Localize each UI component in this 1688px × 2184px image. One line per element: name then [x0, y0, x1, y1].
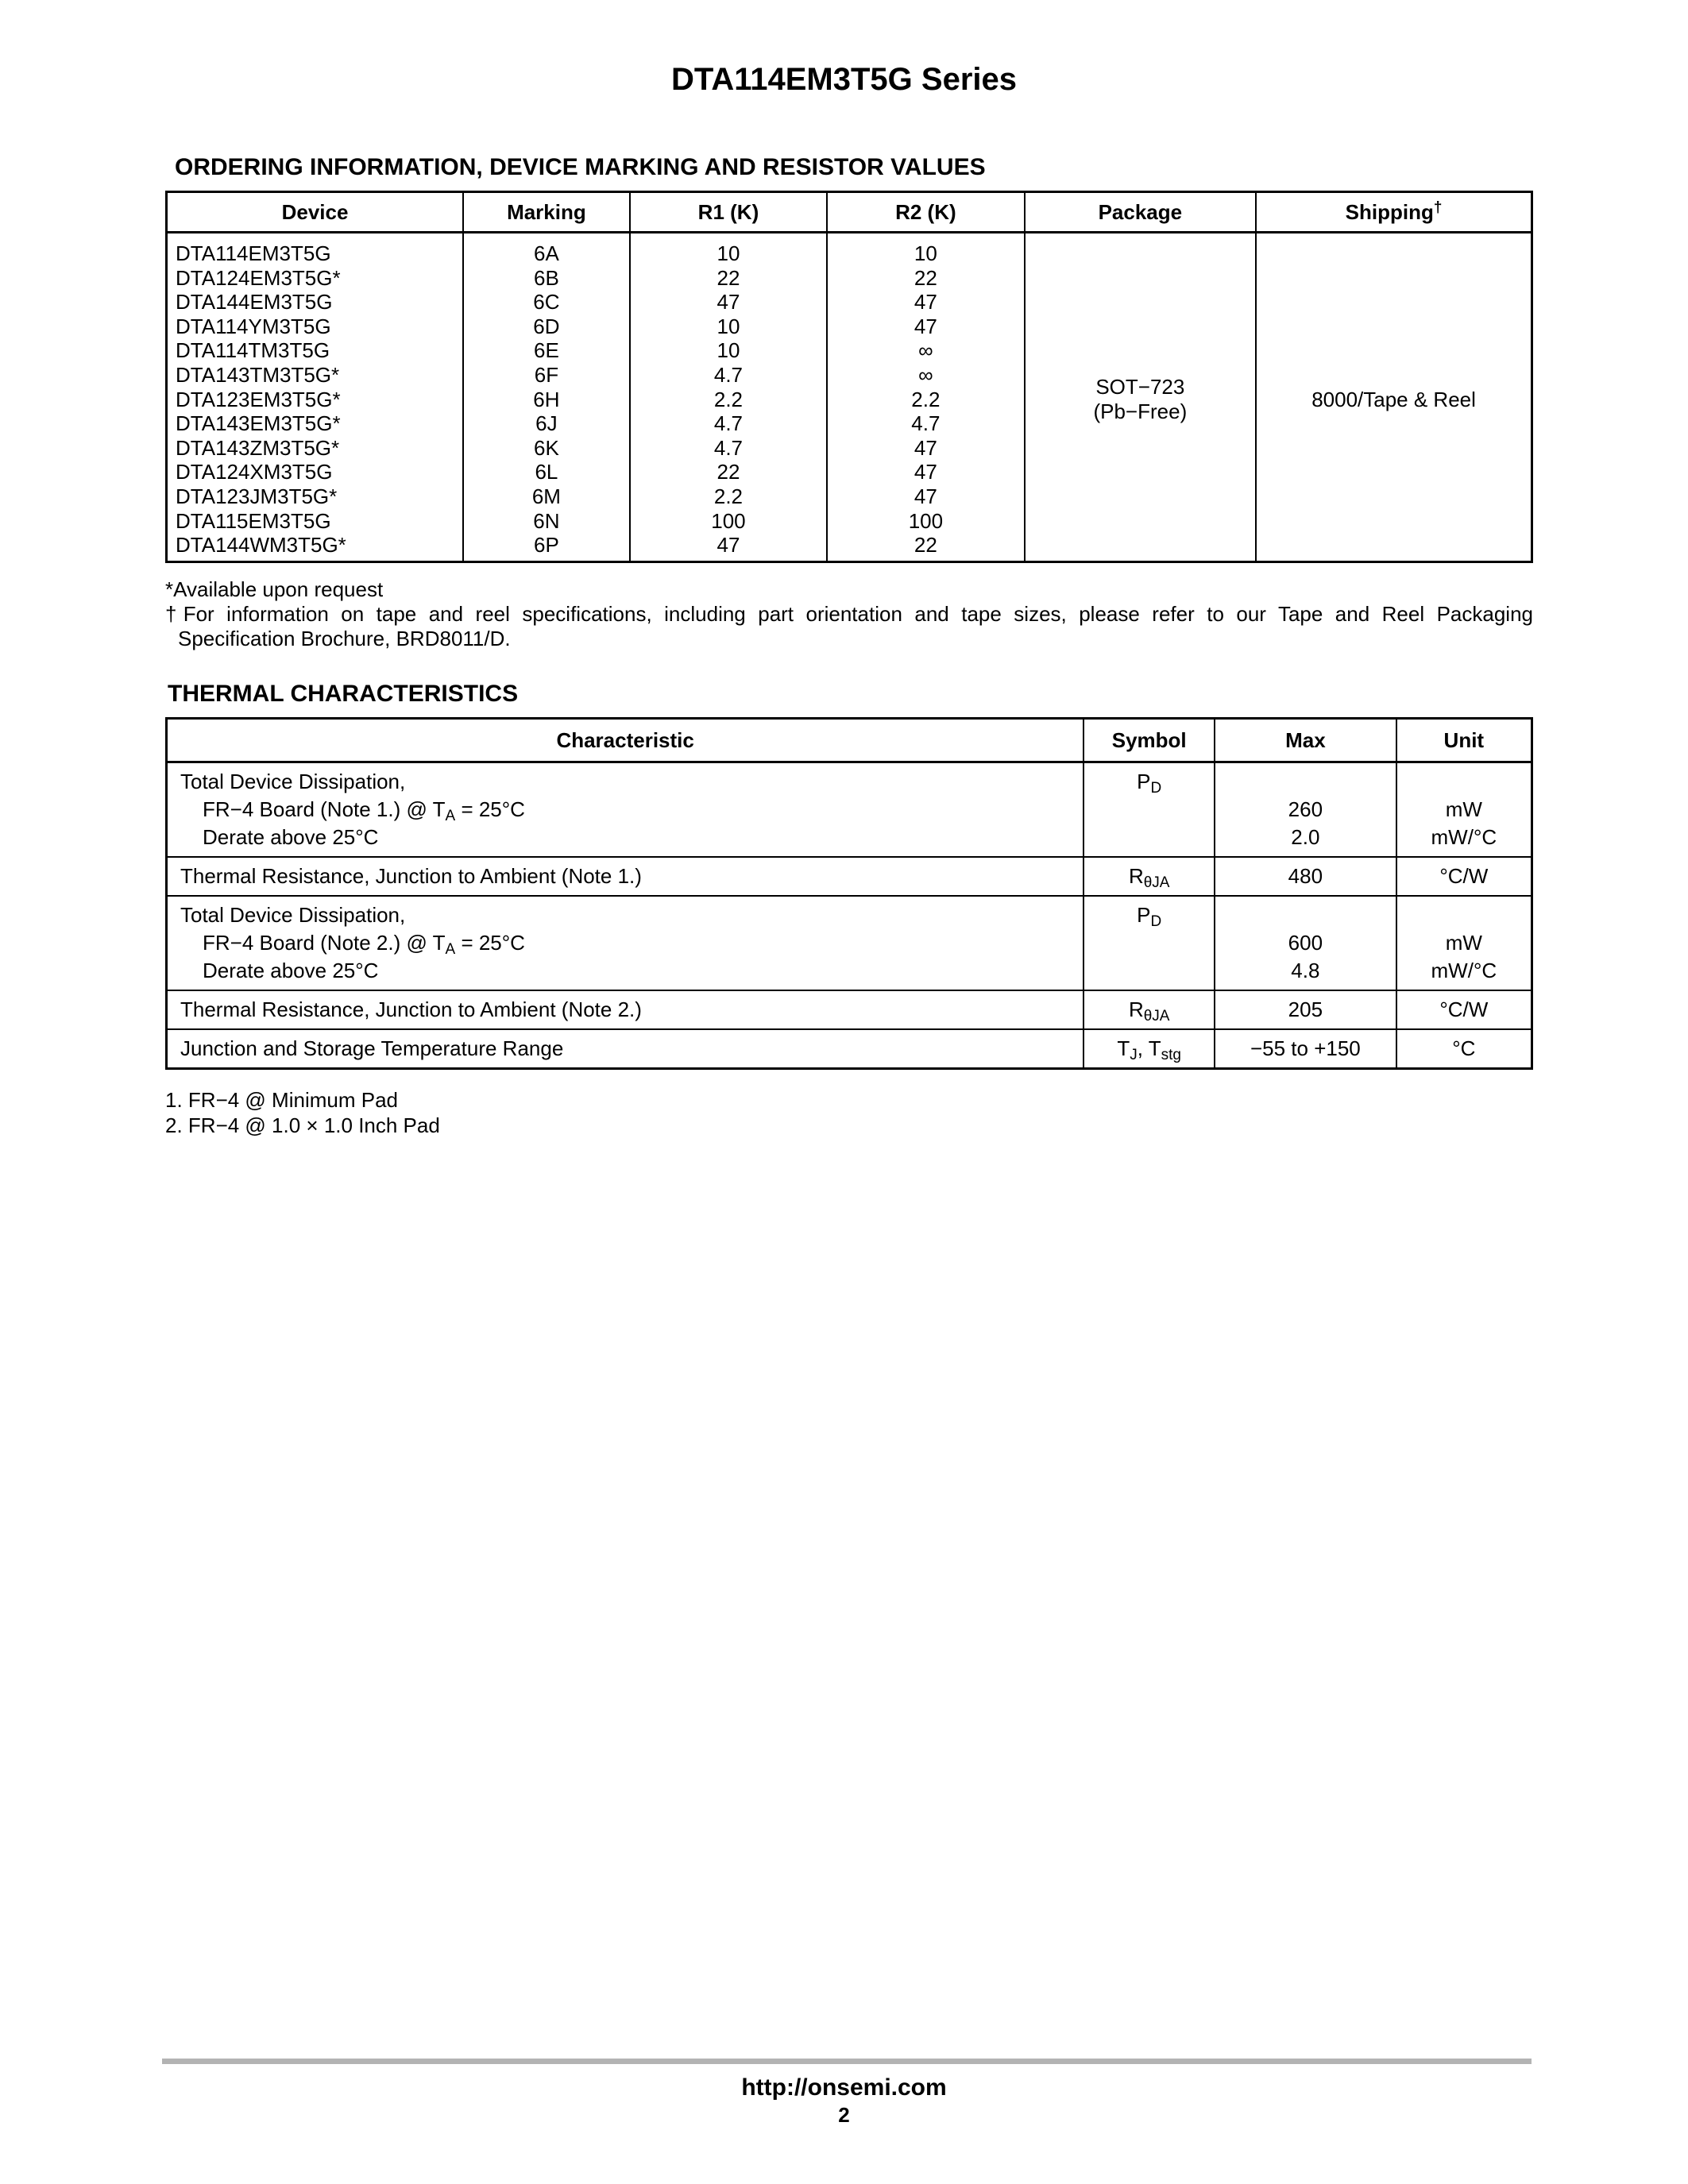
r1-value: 10: [717, 338, 740, 363]
max-value-2: 4.8: [1291, 959, 1320, 982]
r1-value: 2.2: [713, 387, 744, 411]
device-value: DTA144WM3T5G*: [176, 533, 346, 558]
characteristic-cell: Thermal Resistance, Junction to Ambient (Note 2.): [167, 990, 1084, 1029]
symbol-subscript: θJA: [1143, 1008, 1170, 1024]
footnote-available: *Available upon request: [165, 577, 384, 601]
unit-cell: °C: [1396, 1029, 1532, 1069]
characteristic-cell: Junction and Storage Temperature Range: [167, 1029, 1084, 1069]
device-value: DTA114EM3T5G: [176, 241, 331, 265]
unit-value-1: mW: [1445, 931, 1482, 955]
device-value: DTA124XM3T5G: [176, 460, 333, 484]
device-value: DTA144EM3T5G: [176, 290, 333, 314]
header-unit: Unit: [1396, 719, 1532, 762]
marking-value: 6A: [534, 241, 559, 265]
marking-value: 6L: [535, 460, 558, 484]
thermal-note-2: 2. FR−4 @ 1.0 × 1.0 Inch Pad: [165, 1113, 440, 1137]
footnote-tape-reel-cont: Specification Brochure, BRD8011/D.: [178, 627, 511, 650]
header-shipping: [1256, 192, 1532, 233]
r2-value: 22: [914, 265, 937, 290]
max-cell: 205: [1215, 990, 1396, 1029]
thermal-note-1: 1. FR−4 @ Minimum Pad: [165, 1088, 398, 1112]
device-column: [167, 233, 464, 562]
r1-value: 4.7: [713, 411, 744, 436]
marking-value: 6M: [531, 484, 561, 508]
thermal-row-dissipation-note1: [167, 762, 1532, 858]
r2-value: 47: [914, 290, 937, 314]
sub1-text: FR−4 Board (Note 2.) @ T: [203, 931, 446, 955]
symbol-text: R: [1128, 997, 1144, 1021]
symbol-text: P: [1137, 903, 1151, 927]
r2-value: 47: [914, 435, 937, 460]
device-value: DTA143ZM3T5G*: [176, 435, 340, 460]
header-shipping-label: Shipping: [1345, 199, 1434, 224]
header-package: Package: [1025, 192, 1257, 233]
r2-value: ∞: [918, 362, 933, 387]
r1-value: 22: [717, 265, 740, 290]
sub1-subscript: A: [445, 808, 456, 824]
marking-value: 6P: [534, 533, 559, 558]
r2-value: 4.7: [911, 411, 941, 436]
header-max: Max: [1215, 719, 1396, 762]
unit-cell: [1396, 896, 1532, 990]
r1-column: [630, 233, 827, 562]
symbol-subscript: D: [1150, 913, 1162, 930]
characteristic-sub1: [180, 929, 1070, 957]
device-value: DTA123JM3T5G*: [176, 484, 338, 508]
ordering-header-row: [167, 192, 1532, 233]
page-title: DTA114EM3T5G Series: [670, 62, 1018, 97]
characteristic-cell: Thermal Resistance, Junction to Ambient (Note 1.): [167, 857, 1084, 896]
marking-value: 6E: [534, 338, 559, 363]
ordering-section-title: ORDERING INFORMATION, DEVICE MARKING AND RESISTOR VALUES: [175, 154, 986, 180]
device-value: DTA114YM3T5G: [176, 314, 331, 338]
symbol-cell: [1083, 1029, 1215, 1069]
r2-value: 47: [914, 314, 937, 338]
symbol-cell: [1083, 762, 1215, 858]
symbol-cell: [1083, 857, 1215, 896]
footer-url[interactable]: http://onsemi.com: [741, 2074, 947, 2101]
symbol-text: T: [1117, 1036, 1130, 1060]
ordering-body-row: [167, 233, 1532, 562]
symbol-subscript: D: [1150, 780, 1162, 797]
symbol-text: P: [1137, 770, 1151, 793]
characteristic-sub1: [180, 796, 1070, 824]
r1-value: 22: [717, 460, 740, 484]
thermal-section-title: THERMAL CHARACTERISTICS: [168, 681, 519, 707]
unit-value-2: mW/°C: [1431, 825, 1497, 849]
marking-value: 6K: [534, 435, 559, 460]
thermal-row-dissipation-note2: [167, 896, 1532, 990]
r1-value: 47: [717, 533, 740, 558]
characteristic-cell: [167, 762, 1084, 858]
max-value-1: 260: [1288, 797, 1323, 821]
device-value: DTA114TM3T5G: [176, 338, 330, 363]
max-value-2: 2.0: [1291, 825, 1320, 849]
header-r1: R1 (K): [630, 192, 827, 233]
marking-value: 6J: [535, 411, 558, 436]
marking-value: 6D: [533, 314, 560, 338]
ordering-table: [165, 191, 1533, 563]
r1-value: 47: [717, 290, 740, 314]
unit-value-1: mW: [1445, 797, 1482, 821]
r2-value: 47: [914, 484, 937, 508]
device-value: DTA115EM3T5G: [176, 508, 331, 533]
r1-value: 4.7: [713, 362, 744, 387]
symbol-text: R: [1128, 864, 1144, 888]
r1-value: 10: [717, 314, 740, 338]
thermal-row-temperature-range: [167, 1029, 1532, 1069]
r2-column: [827, 233, 1024, 562]
footnote-tape-reel: †For information on tape and reel specifications, including part orientation and tape sizes, please refer to our Tape and Reel Packaging: [165, 602, 1533, 626]
unit-value-2: mW/°C: [1431, 959, 1497, 982]
device-value: DTA123EM3T5G*: [176, 387, 341, 411]
unit-cell: °C/W: [1396, 990, 1532, 1029]
shipping-cell: 8000/Tape & Reel: [1256, 233, 1532, 562]
header-r2: R2 (K): [827, 192, 1024, 233]
page-number: 2: [838, 2103, 850, 2127]
header-device: Device: [167, 192, 464, 233]
header-symbol: Symbol: [1083, 719, 1215, 762]
device-value: DTA143TM3T5G*: [176, 362, 340, 387]
characteristic-label: Total Device Dissipation,: [180, 903, 406, 927]
footer-divider: [162, 2059, 1532, 2064]
thermal-header-row: [167, 719, 1532, 762]
r1-value: 4.7: [713, 435, 744, 460]
max-cell: [1215, 896, 1396, 990]
sub1-text-post: = 25°C: [455, 797, 525, 821]
thermal-row-resistance-note2: [167, 990, 1532, 1029]
r2-value: 2.2: [911, 387, 941, 411]
characteristic-cell: [167, 896, 1084, 990]
device-value: DTA143EM3T5G*: [176, 411, 341, 436]
sub1-text-post: = 25°C: [455, 931, 525, 955]
sub1-text: FR−4 Board (Note 1.) @ T: [203, 797, 446, 821]
sub1-subscript: A: [445, 941, 456, 958]
characteristic-sub2: Derate above 25°C: [203, 825, 379, 849]
marking-value: 6H: [533, 387, 560, 411]
max-cell: 480: [1215, 857, 1396, 896]
header-characteristic: Characteristic: [167, 719, 1084, 762]
unit-cell: [1396, 762, 1532, 858]
max-cell: [1215, 762, 1396, 858]
thermal-table: [165, 717, 1533, 1070]
r2-value: 22: [914, 533, 937, 558]
symbol-cell: [1083, 990, 1215, 1029]
r2-value: 100: [908, 508, 944, 533]
r2-value: ∞: [918, 338, 933, 363]
r1-value: 2.2: [713, 484, 744, 508]
max-value-1: 600: [1288, 931, 1323, 955]
max-cell: −55 to +150: [1215, 1029, 1396, 1069]
marking-value: 6C: [533, 290, 560, 314]
r1-value: 100: [711, 508, 746, 533]
symbol-subscript-2: stg: [1161, 1047, 1181, 1063]
package-cell: [1025, 233, 1257, 562]
r2-value: 47: [914, 460, 937, 484]
characteristic-label: Total Device Dissipation,: [180, 770, 406, 793]
package-line-2: (Pb−Free): [1093, 399, 1188, 423]
r2-value: 10: [914, 241, 937, 265]
marking-column: [463, 233, 630, 562]
symbol-subscript: J: [1130, 1047, 1138, 1063]
symbol-separator: , T: [1137, 1036, 1161, 1060]
thermal-row-resistance-note1: [167, 857, 1532, 896]
device-value: DTA124EM3T5G*: [176, 265, 341, 290]
header-marking: Marking: [463, 192, 630, 233]
unit-cell: °C/W: [1396, 857, 1532, 896]
characteristic-sub2: Derate above 25°C: [203, 959, 379, 982]
marking-value: 6B: [534, 265, 559, 290]
marking-value: 6N: [533, 508, 560, 533]
r1-value: 10: [717, 241, 740, 265]
symbol-cell: [1083, 896, 1215, 990]
dagger-mark: †: [1433, 199, 1443, 216]
package-line-1: SOT−723: [1095, 375, 1185, 399]
marking-value: 6F: [534, 362, 559, 387]
symbol-subscript: θJA: [1143, 874, 1170, 891]
